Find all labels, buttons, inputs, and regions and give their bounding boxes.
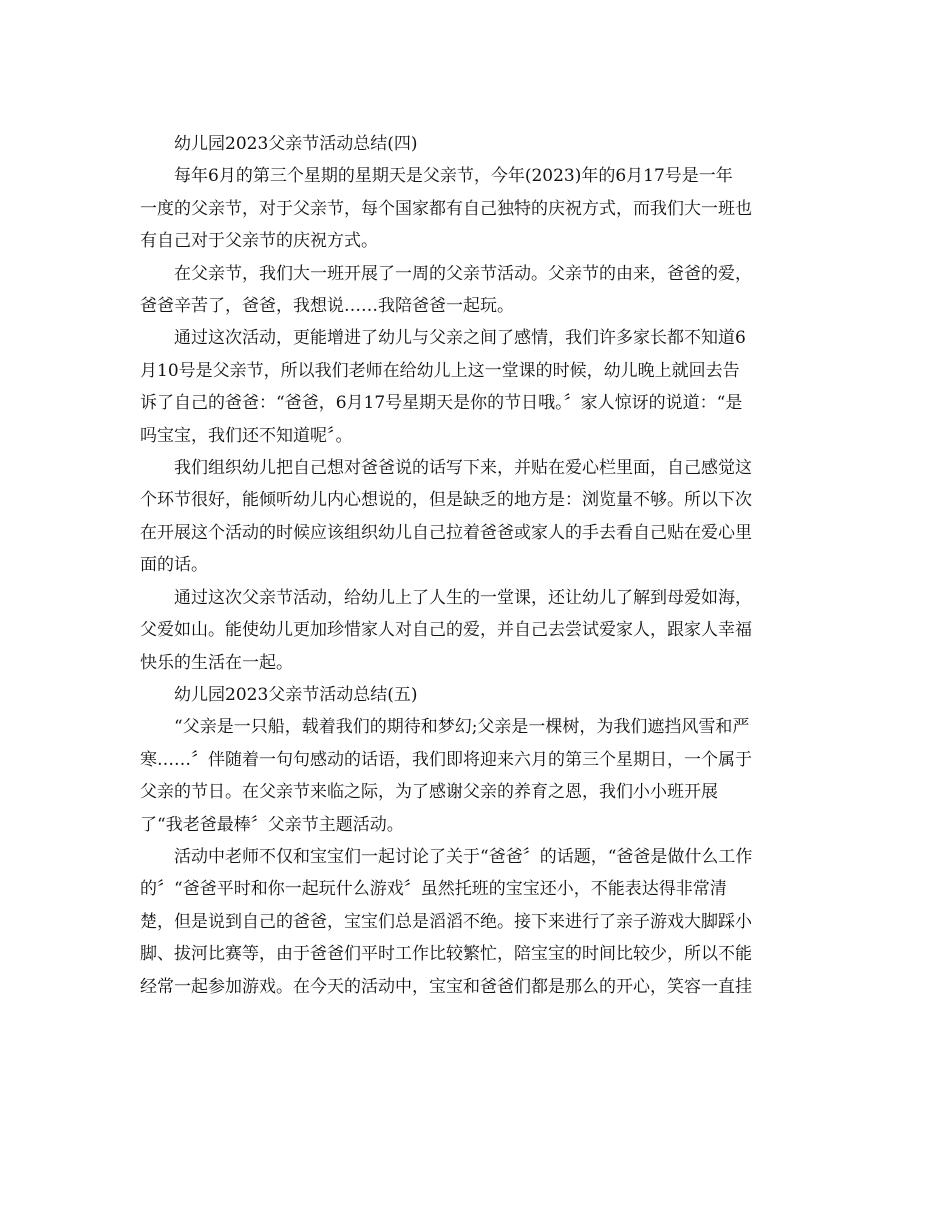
paragraph-line: 爸爸辛苦了，爸爸，我想说……我陪爸爸一起玩。 [140, 296, 514, 317]
paragraph-line: 在父亲节，我们大一班开展了一周的父亲节活动。父亲节的由来，爸爸的爱， [174, 263, 752, 284]
paragraph-line: 一度的父亲节，对于父亲节，每个国家都有自己独特的庆祝方式，而我们大一班也 [140, 198, 752, 219]
body-paragraph [140, 711, 812, 841]
paragraph-line: 脚、拔河比赛等，由于爸爸们平时工作比较繁忙，陪宝宝的时间比较少，所以不能 [140, 944, 752, 965]
paragraph-line: 活动中老师不仅和宝宝们一起讨论了关于“爸爸〞的话题，“爸爸是做什么工作 [174, 846, 753, 867]
document-body [140, 128, 812, 1003]
paragraph-line: “父亲是一只船，载着我们的期待和梦幻;父亲是一棵树，为我们遮挡风雪和严 [174, 717, 750, 738]
paragraph-line: 我们组织幼儿把自己想对爸爸说的话写下来，并贴在爱心栏里面，自己感觉这 [174, 458, 752, 479]
heading-text: 幼儿园2023父亲节活动总结(五) [174, 684, 418, 705]
body-paragraph [140, 841, 812, 1003]
paragraph-line: 每年6月的第三个星期的星期天是父亲节，今年(2023)年的6月17号是一年 [174, 166, 733, 187]
body-paragraph [140, 160, 812, 257]
paragraph-line: 楚，但是说到自己的爸爸，宝宝们总是滔滔不绝。接下来进行了亲子游戏大脚踩小 [140, 911, 752, 932]
paragraph-line: 了“我老爸最棒〞父亲节主题活动。 [140, 814, 404, 835]
paragraph-line: 通过这次活动，更能增进了幼儿与父亲之间了感情，我们许多家长都不知道6 [174, 328, 746, 349]
paragraph-line: 面的话。 [140, 555, 208, 576]
body-paragraph [140, 258, 812, 323]
section-heading [140, 128, 812, 160]
paragraph-line: 在开展这个活动的时候应该组织幼儿自己拉着爸爸或家人的手去看自己贴在爱心里 [140, 522, 752, 543]
paragraph-line: 经常一起参加游戏。在今天的活动中，宝宝和爸爸们都是那么的开心，笑容一直挂 [140, 976, 752, 997]
paragraph-line: 通过这次父亲节活动，给幼儿上了人生的一堂课，还让幼儿了解到母爱如海， [174, 587, 752, 608]
body-paragraph [140, 322, 812, 452]
paragraph-line: 的〞“爸爸平时和你一起玩什么游戏〞虽然托班的宝宝还小，不能表达得非常清 [140, 879, 727, 900]
paragraph-line: 有自己对于父亲节的庆祝方式。 [140, 231, 378, 252]
paragraph-line: 快乐的生活在一起。 [140, 652, 293, 673]
paragraph-line: 月10号是父亲节，所以我们老师在给幼儿上这一堂课的时候，幼儿晚上就回去告 [140, 360, 740, 381]
body-paragraph [140, 582, 812, 679]
paragraph-line: 父亲的节日。在父亲节来临之际，为了感谢父亲的养育之恩，我们小小班开展 [140, 782, 718, 803]
section-heading [140, 679, 812, 711]
paragraph-line: 个环节很好，能倾听幼儿内心想说的，但是缺乏的地方是：浏览量不够。所以下次 [140, 490, 752, 511]
body-paragraph [140, 452, 812, 582]
paragraph-line: 父爱如山。能使幼儿更加珍惜家人对自己的爱，并自己去尝试爱家人，跟家人幸福 [140, 620, 752, 641]
paragraph-line: 诉了自己的爸爸：“爸爸，6月17号星期天是你的节日哦。〞家人惊讶的说道：“是 [140, 393, 743, 414]
heading-text: 幼儿园2023父亲节活动总结(四) [174, 134, 418, 154]
paragraph-line: 吗宝宝，我们还不知道呢〞。 [140, 425, 353, 446]
paragraph-line: 寒……〞伴随着一句句感动的话语，我们即将迎来六月的第三个星期日，一个属于 [140, 749, 752, 770]
